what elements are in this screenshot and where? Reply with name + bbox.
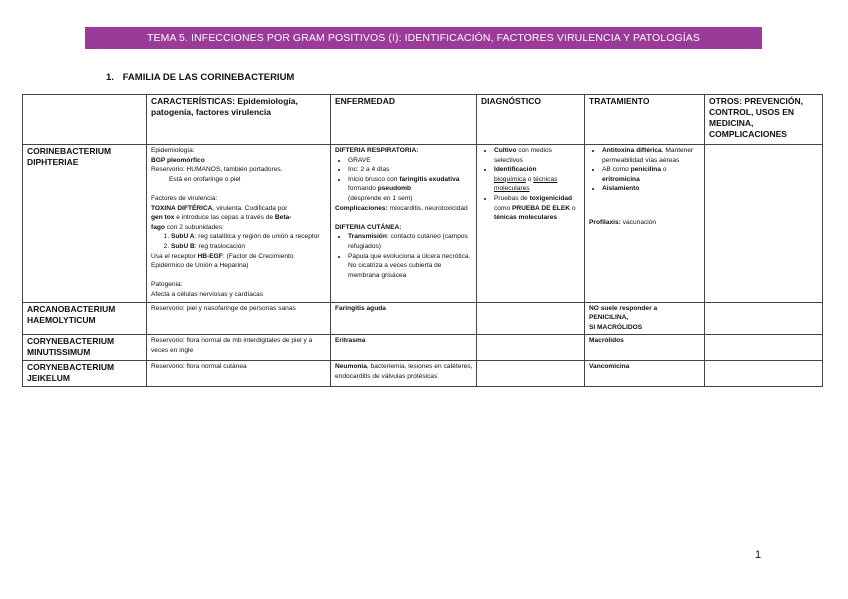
diagnostico-cell: [477, 302, 585, 335]
otros-cell: [705, 302, 823, 335]
text-span: ténicas moleculares: [494, 214, 558, 222]
text-span: Pruebas de: [494, 194, 530, 202]
tratamiento-cell: Vancomicina: [585, 361, 705, 387]
header-empty: [23, 95, 147, 145]
bullet-list: [589, 146, 701, 194]
text-line: Epidemiología:: [151, 147, 195, 154]
text-span: , virulenta. Codificada por: [212, 204, 288, 212]
text-span: Profilaxis:: [589, 218, 621, 226]
bullet-list: [335, 232, 473, 280]
list-item: [171, 242, 327, 252]
tratamiento-cell: Macrólidos: [585, 335, 705, 361]
caracteristicas-cell: [147, 145, 331, 303]
caracteristicas-cell: Reservorio: flora normal de mb interdigitales de piel y a veces en ingle: [147, 335, 331, 361]
section-title: [106, 72, 294, 83]
text-span: pseudomb: [377, 185, 412, 193]
text-span: o: [569, 204, 576, 212]
list-item: [602, 165, 701, 184]
otros-cell: [705, 335, 823, 361]
text-span: eritromicina: [602, 175, 640, 183]
header-tratamiento: TRATAMIENTO: [585, 95, 705, 145]
text-line: BGP pleomórfico: [151, 156, 205, 164]
list-item: [348, 175, 473, 204]
text-span: o: [661, 166, 667, 174]
text-line: [151, 204, 327, 214]
table-row: [23, 145, 823, 303]
bullet-list: [335, 156, 473, 204]
corynebacterium-table: [22, 94, 823, 387]
organism-name: CORYNEBACTERIUM MINUTISSIMUM: [23, 335, 147, 361]
text-line: [335, 204, 473, 214]
text-line: Patogenia:: [151, 281, 183, 289]
text-span: como: [494, 204, 512, 212]
organism-name: ARCANOBACTERIUM HAEMOLYTICUM: [23, 302, 147, 335]
document-banner: TEMA 5. INFECCIONES POR GRAM POSITIVOS (I): IDENTIFICACIÓN, FACTORES VIRULENCIA Y PATOLOGÍAS: [85, 27, 762, 49]
header-caracteristicas: CARACTERÍSTICAS: Epidemiología, patogenia, factores virulencia: [147, 95, 331, 145]
text-span: fago: [151, 223, 165, 231]
text-span: formando: [348, 185, 378, 193]
caracteristicas-cell: Reservorio: piel y nasofaringe de personas sanas: [147, 302, 331, 335]
text-line: Factores de virulencia:: [151, 194, 218, 202]
otros-cell: [705, 145, 823, 303]
enfermedad-cell: Eritrasma: [331, 335, 477, 361]
text-span: : reg traslocación: [194, 242, 246, 250]
list-item: • GRAVE: [348, 156, 473, 166]
list-item: • Inc: 2 a 4 días: [348, 165, 473, 175]
text-span: con medios selectivos: [494, 147, 552, 164]
text-span: Transmisión: [348, 233, 387, 241]
bullet-list: [481, 146, 581, 223]
text-span: con 2 subunidades:: [164, 223, 224, 231]
organism-name: CORYNEBACTERIUM JEIKELUM: [23, 361, 147, 387]
tratamiento-cell: [585, 145, 705, 303]
text-line: PENICILINA,: [589, 314, 629, 322]
text-line: [151, 223, 327, 233]
list-item: [494, 165, 581, 194]
text-span: Antitoxina diftérica: [602, 147, 662, 154]
list-item: [602, 146, 701, 165]
text-line: SI MACRÓLIDOS: [589, 323, 643, 331]
text-line: Reservorio: HUMANOS, también portadores.: [151, 166, 283, 174]
text-span: gen tox: [151, 214, 175, 222]
enfermedad-cell: Faringitis aguda: [331, 302, 477, 335]
text-span: Neumonía: [335, 363, 367, 371]
header-otros: OTROS: PREVENCIÓN, CONTROL, USOS EN MEDICINA, COMPLICACIONES: [705, 95, 823, 145]
text-line: DIFTERIA RESPIRATORIA:: [335, 147, 419, 154]
text-line: Está en orofaringe o piel: [169, 175, 241, 183]
text-line: [151, 213, 327, 223]
tratamiento-cell: [585, 302, 705, 335]
section-number: 1.: [106, 72, 114, 83]
text-span: TOXINA DIFTÉRICA: [151, 204, 213, 212]
header-enfermedad: ENFERMEDAD: [331, 95, 477, 145]
text-span: AB como: [602, 166, 631, 174]
text-span: : reg catalítica y región de unión a receptor: [194, 233, 320, 241]
text-span: miocarditis, neurotoxicidad: [387, 204, 468, 212]
section-title-text: FAMILIA DE LAS CORINEBACTERIUM: [122, 72, 295, 83]
list-item: • Pápula que evoluciona a úlcera necrótica. No cicatriza a veces cubierta de membrana grisácea: [348, 252, 473, 281]
table-row: [23, 302, 823, 335]
text-span: penicilina: [630, 166, 662, 174]
text-span: , bacteriemia, lesiones en catéteres, endocarditis de válvulas protésicas: [335, 363, 473, 380]
list-item: [348, 232, 473, 251]
text-span: PRUEBA DE ELEK: [511, 204, 570, 212]
text-span: toxigenicidad: [529, 194, 573, 202]
text-span: faringitis exudativa: [399, 175, 460, 183]
header-diagnostico: DIAGNÓSTICO: [477, 95, 585, 145]
subunit-list: [151, 232, 327, 251]
text-span: : (Factor de Crecimiento: [222, 252, 294, 260]
text-span: bioquímica: [494, 175, 526, 183]
text-span: Inicio brusco con: [348, 175, 400, 183]
text-span: técnicas moleculares: [494, 175, 558, 193]
text-line: NO suele responder a: [589, 304, 658, 312]
table-header-row: [23, 95, 823, 145]
text-line: [589, 218, 701, 228]
text-span: e introduce las cepas a través de: [174, 214, 275, 222]
list-item: [171, 232, 327, 242]
text-line: DIFTERIA CUTÁNEA:: [335, 223, 402, 231]
organism-name: CORINEBACTERIUM DIPHTERIAE: [23, 145, 147, 303]
table-row: [23, 335, 823, 361]
diagnostico-cell: [477, 361, 585, 387]
otros-cell: [705, 361, 823, 387]
diagnostico-cell: [477, 145, 585, 303]
text-span: SubU B: [171, 242, 195, 250]
enfermedad-cell: [331, 361, 477, 387]
table-row: [23, 361, 823, 387]
text-line: Afecta a células nerviosas y cardíacas: [151, 290, 264, 298]
text-span: Identificación: [494, 166, 537, 174]
text-span: o: [525, 175, 534, 183]
caracteristicas-cell: Reservorio: flora normal cutánea: [147, 361, 331, 387]
text-span: HB-EGF: [197, 252, 223, 260]
list-item: [494, 146, 581, 165]
list-item: [494, 194, 581, 223]
text-span: : contacto cutáneo (campos refugiados): [348, 233, 468, 250]
text-span: Cultivo: [494, 147, 517, 154]
text-span: vacunación: [620, 218, 657, 226]
text-line: Epidérmico de Unión a Heparina): [151, 262, 249, 270]
text-span: (desprende en 1 sem): [348, 194, 413, 202]
enfermedad-cell: [331, 145, 477, 303]
text-span: Usa el receptor: [151, 252, 198, 260]
list-item: • Aislamiento: [602, 184, 701, 194]
diagnostico-cell: [477, 335, 585, 361]
text-line: [151, 252, 327, 262]
text-span: . Mantener permeabilidad vías aéreas: [602, 147, 694, 164]
text-span: Beta-: [274, 214, 292, 222]
text-span: SubU A: [171, 233, 195, 241]
page-number: 1: [755, 549, 762, 561]
text-span: Complicaciones:: [335, 204, 388, 212]
